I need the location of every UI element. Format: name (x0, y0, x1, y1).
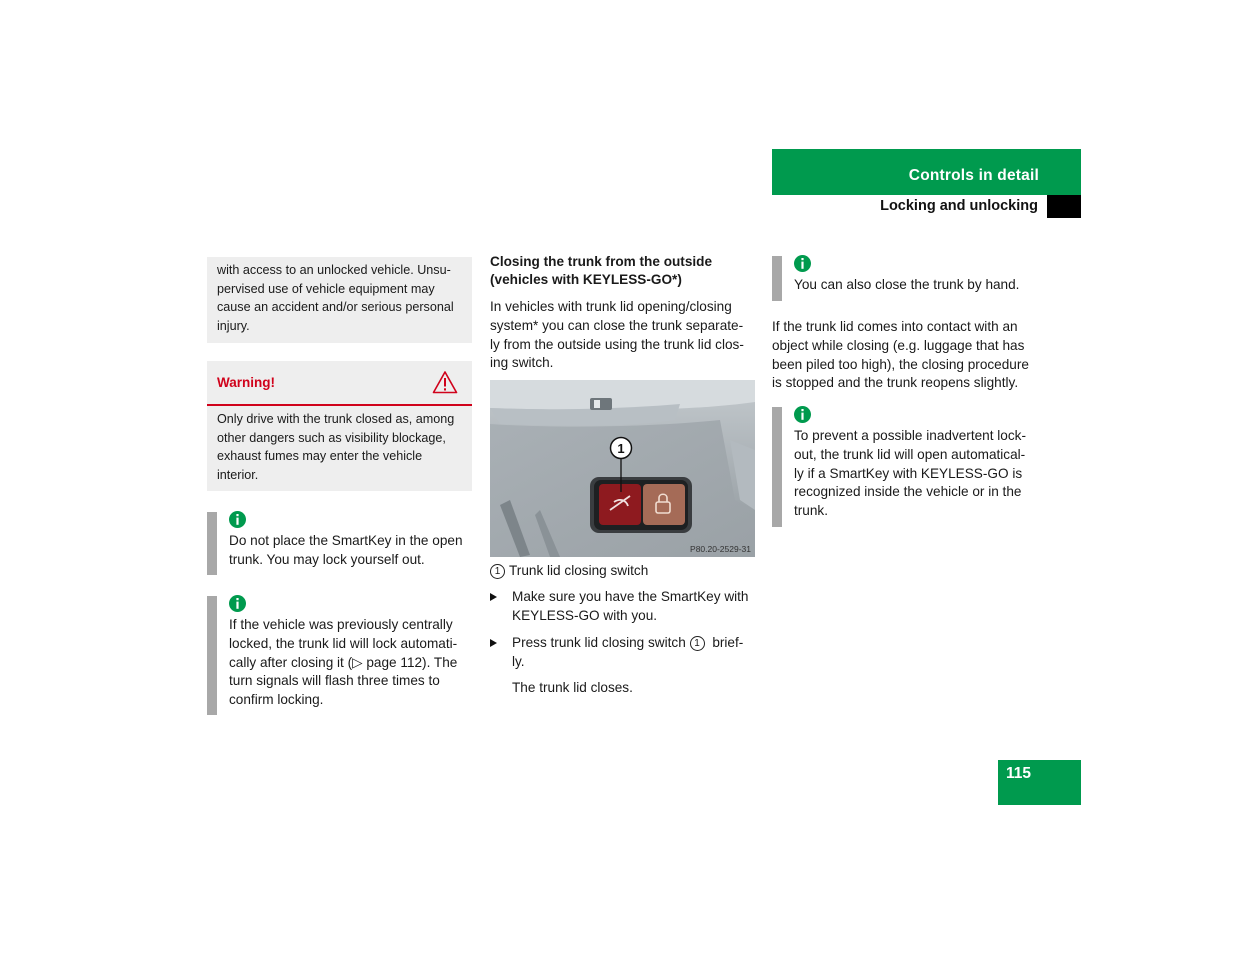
subsection-marker (1047, 195, 1081, 218)
continued-warning-text: with access to an unlocked vehicle. Unsu- pervised use of vehicle equipment may cause an accident and/or serious personal injury. (217, 263, 454, 334)
warning-label: Warning! (217, 375, 275, 390)
intro-paragraph: In vehicles with trunk lid opening/closing system* you can close the trunk separate- ly from the outside using the trunk lid clos- ing switch. (490, 299, 744, 371)
note-bar (772, 407, 782, 527)
info-note-by-hand (772, 256, 1047, 302)
info-icon (229, 511, 246, 528)
warning-triangle-icon (432, 370, 458, 394)
trunk-switch-photo (490, 380, 755, 557)
info-note-central-locking (207, 596, 477, 716)
warning-header (207, 361, 472, 406)
step-item (490, 634, 760, 674)
note-bar (772, 256, 782, 301)
info-icon (794, 406, 811, 423)
switch-number: 1 (690, 636, 705, 651)
section-header-bar (772, 149, 1081, 195)
step-item (490, 588, 760, 628)
photo-code: P80.20-2529-31 (690, 544, 751, 554)
continued-warning-box (207, 257, 472, 343)
caption-number: 1 (490, 564, 505, 579)
photo-callout-number: 1 (617, 441, 625, 456)
photo-caption: 1 Trunk lid closing switch (490, 562, 760, 581)
bullet-arrow-icon (490, 639, 497, 647)
trunk-lid-illustration (490, 380, 755, 557)
info-note-text: If the vehicle was previously centrally locked, the trunk lid will lock automati- cally after closing it (▷ page 112). The turn signals will flash three times to confirm locking. (229, 617, 458, 708)
page-number-box (998, 760, 1081, 805)
step-text: Press trunk lid closing switch 1 brief- ly. (512, 635, 744, 669)
section-title: Controls in detail (908, 167, 1039, 184)
section-heading: Closing the trunk from the outside (vehicles with KEYLESS-GO*) (490, 254, 713, 287)
info-note-text: To prevent a possible inadvertent lock- out, the trunk lid will open automatical- ly if a SmartKey with KEYLESS-GO is recognized inside the vehicle or in the trunk. (794, 428, 1026, 519)
reversing-paragraph: If the trunk lid comes into contact with an object while closing (e.g. luggage that has been piled too high), the closing procedure is stopped and the trunk reopens slightly. (772, 319, 1029, 391)
step-result: The trunk lid closes. (512, 680, 633, 695)
info-note-smartkey (207, 512, 477, 576)
info-icon (229, 595, 246, 612)
step-text: Make sure you have the SmartKey with KEYLESS-GO with you. (512, 589, 749, 623)
note-bar (207, 512, 217, 575)
warning-text: Only drive with the trunk closed as, among other dangers such as visibility blockage, exhaust fumes may enter the vehicle interior. (217, 412, 455, 483)
info-note-text: You can also close the trunk by hand. (794, 277, 1020, 292)
bullet-arrow-icon (490, 593, 497, 601)
info-icon (794, 255, 811, 272)
page-number: 115 (1006, 765, 1032, 782)
subsection-title: Locking and unlocking (880, 198, 1038, 214)
info-note-lockout (772, 407, 1047, 527)
note-bar (207, 596, 217, 715)
info-note-text: Do not place the SmartKey in the open trunk. You may lock yourself out. (229, 533, 463, 567)
warning-box (207, 361, 472, 491)
